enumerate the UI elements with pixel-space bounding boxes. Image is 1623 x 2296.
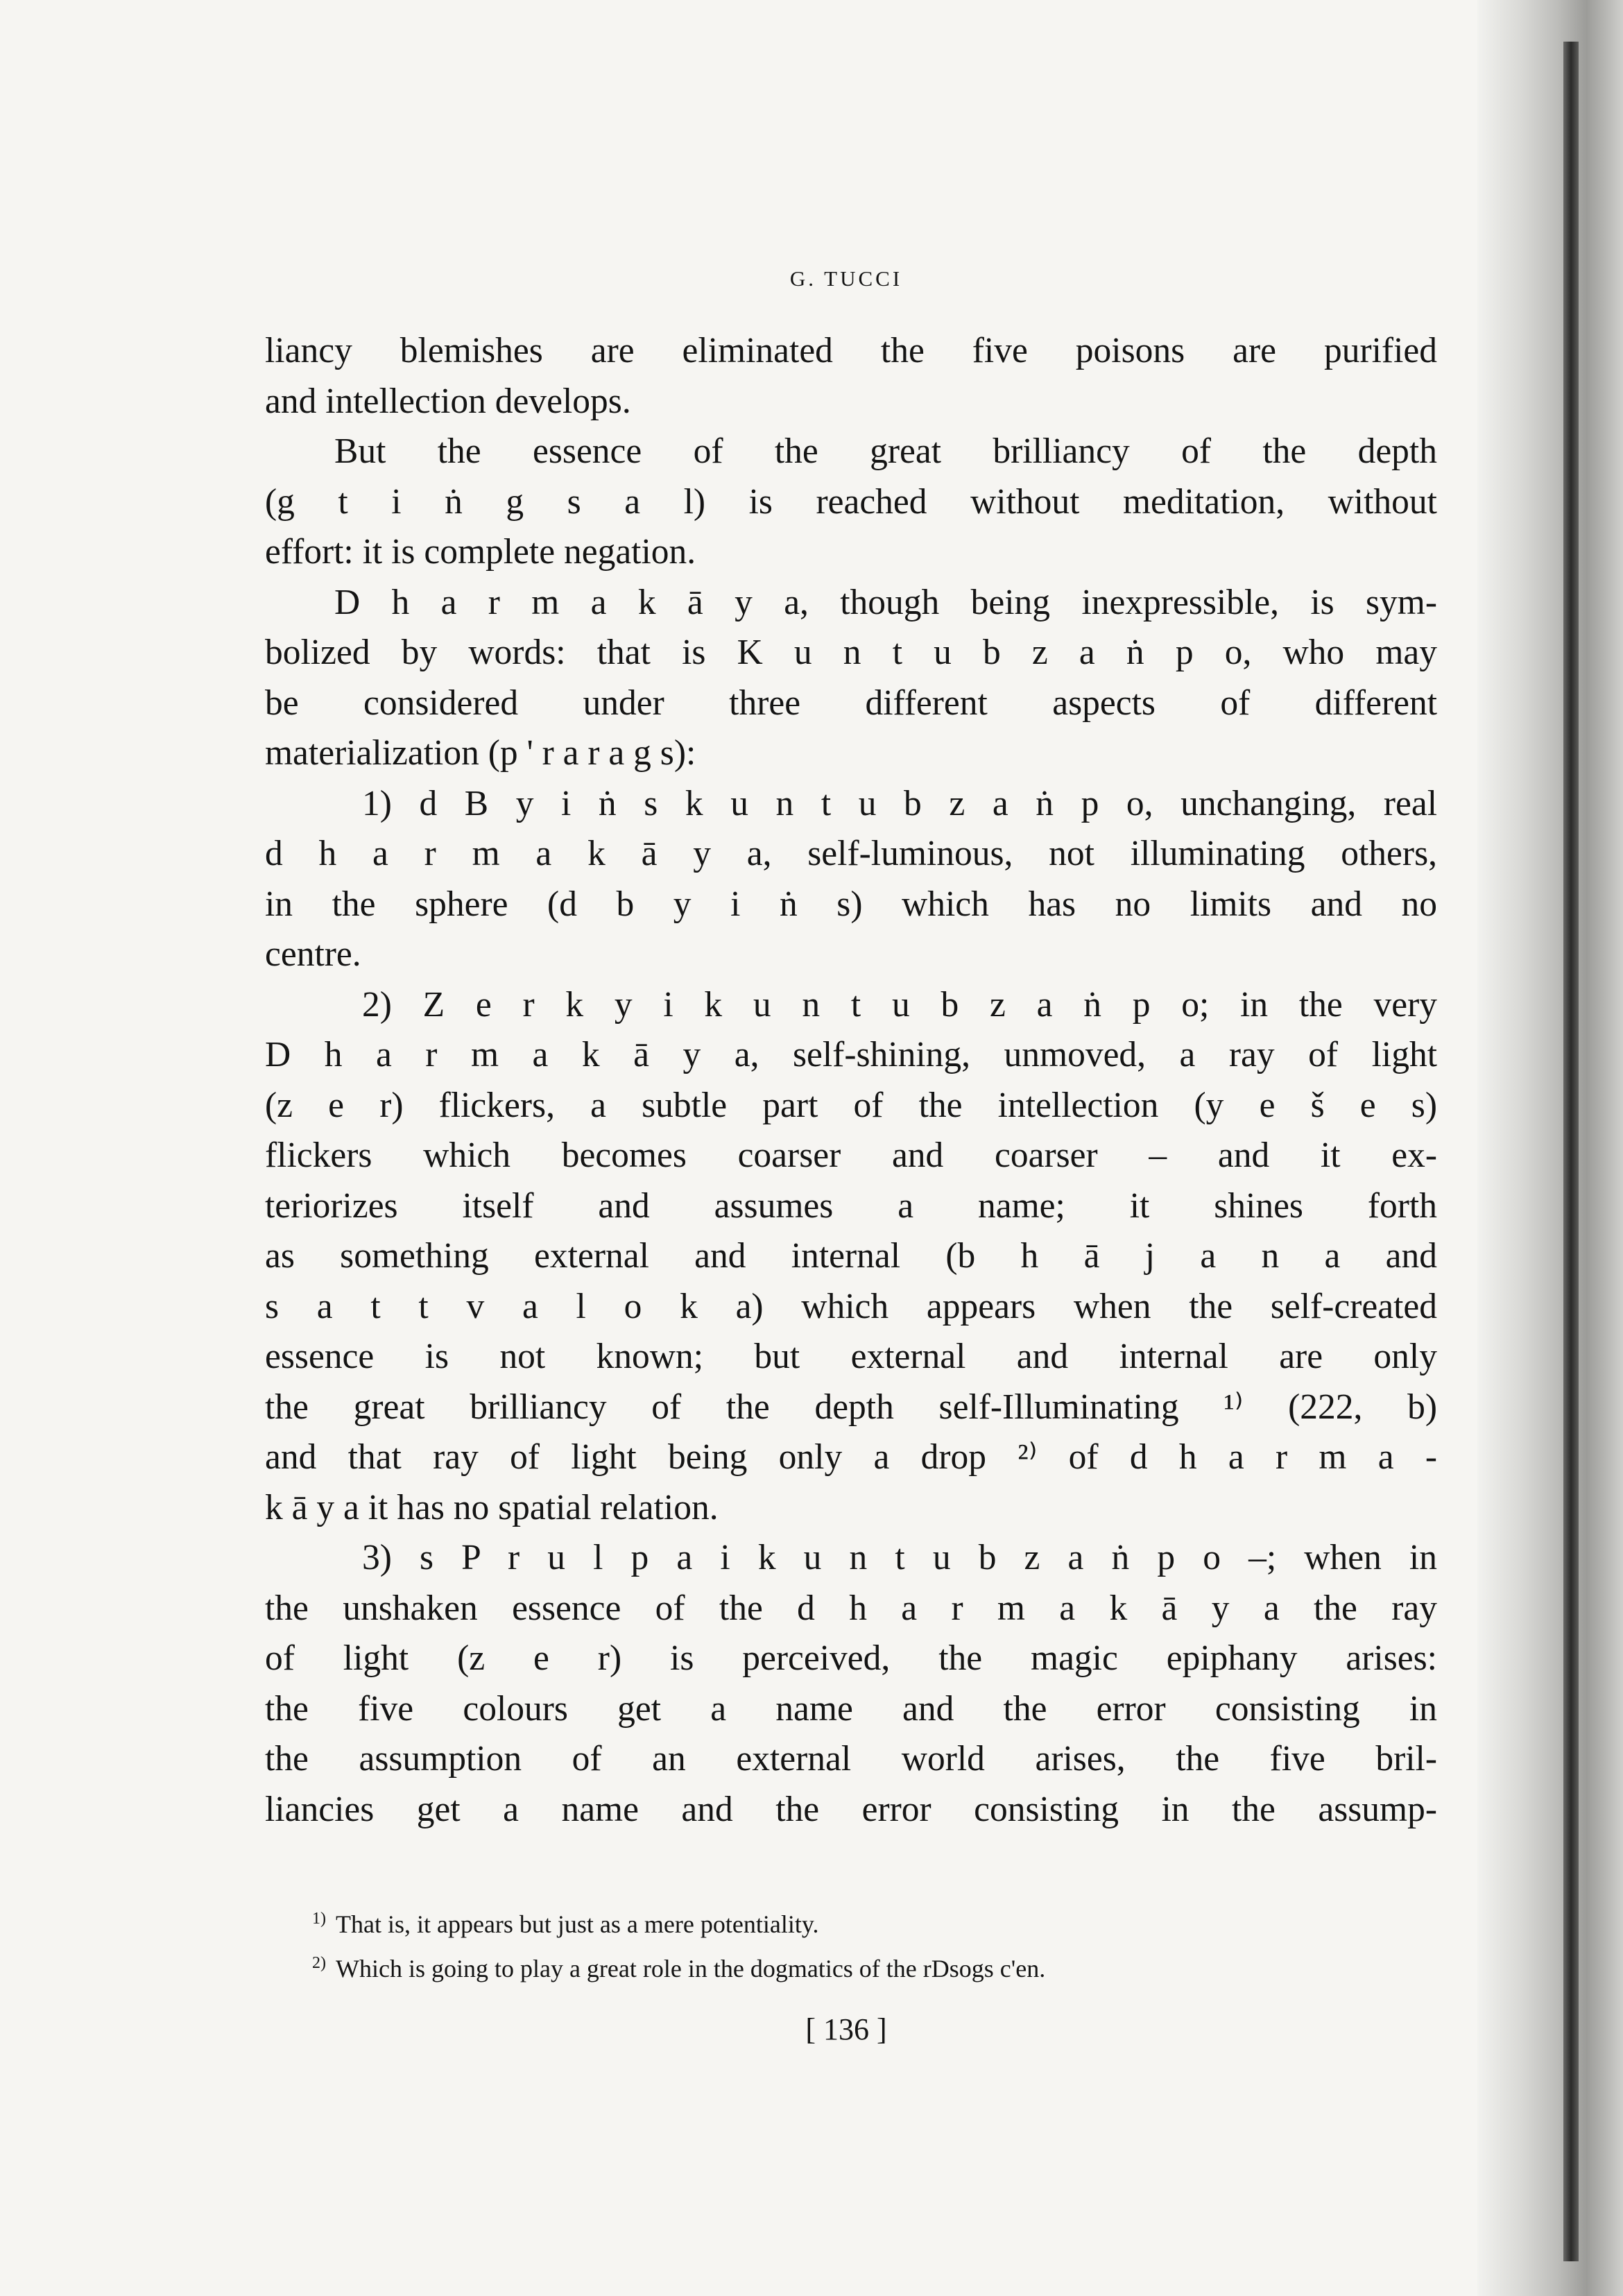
book-gutter-shadow <box>1477 0 1623 2296</box>
text-line: s a t t v a l o k a) which appears when the self-created <box>265 1286 1437 1326</box>
text-line: D h a r m a k ā y a, though being inexpressible, is sym- <box>334 582 1437 622</box>
text-line: centre. <box>265 934 361 974</box>
text-line: the assumption of an external world arises, the five bril- <box>265 1739 1437 1779</box>
text-line: in the sphere (d b y i ṅ s) which has no limits and no <box>265 884 1437 924</box>
text-line: effort: it is complete negation. <box>265 532 696 572</box>
text-line: be considered under three different aspects of different <box>265 683 1437 723</box>
text-line: flickers which becomes coarser and coarser – and it ex- <box>265 1136 1437 1175</box>
footnote-text: Which is going to play a great role in the dogmatics of the rDsogs c'en. <box>336 1955 1046 1982</box>
text-line: of light (z e r) is perceived, the magic epiphany arises: <box>265 1638 1437 1678</box>
text-line: D h a r m a k ā y a, self-shining, unmoved, a ray of light <box>265 1035 1437 1074</box>
text-line: materialization (p ' r a r a g s): <box>265 733 696 773</box>
text-line: bolized by words: that is K u n t u b z a ṅ p o, who may <box>265 633 1437 672</box>
text-line: (g t i ṅ g s a l) is reached without meditation, without <box>265 481 1437 522</box>
text-line: teriorizes itself and assumes a name; it shines forth <box>265 1185 1437 1226</box>
text-line: 3) s P r u l p a i k u n t u b z a ṅ p o –; when in <box>362 1538 1437 1577</box>
text-line: the five colours get a name and the error consisting in <box>265 1688 1437 1729</box>
text-line: liancies get a name and the error consisting in the assump- <box>265 1789 1437 1829</box>
page-number: [ 136 ] <box>805 2012 887 2046</box>
body-text <box>265 326 1437 1835</box>
text-line: d h a r m a k ā y a, self-luminous, not illuminating others, <box>265 834 1437 873</box>
text-line: liancy blemishes are eliminated the five poisons are purified <box>265 331 1437 370</box>
text-line: and that ray of light being only a drop ²⁾ of d h a r m a - <box>265 1437 1437 1477</box>
text-line: But the essence of the great brilliancy of the depth <box>334 431 1437 471</box>
text-line: 1) d B y i ṅ s k u n t u b z a ṅ p o, unchanging, real <box>362 783 1437 823</box>
page-edge <box>1563 42 1579 2261</box>
footnote-1 <box>312 1899 1415 1944</box>
text-line: (z e r) flickers, a subtle part of the intellection (y e š e s) <box>265 1085 1437 1125</box>
text-line: the unshaken essence of the d h a r m a k ā y a the ray <box>265 1588 1437 1628</box>
text-line: and intellection develops. <box>265 381 631 421</box>
text-line: essence is not known; but external and internal are only <box>265 1337 1437 1376</box>
footnote-2 <box>312 1944 1415 1988</box>
footnote-mark: 2) <box>312 1954 326 1972</box>
footnote-mark: 1) <box>312 1910 326 1928</box>
text-line: the great brilliancy of the depth self-Illuminating ¹⁾ (222, b) <box>265 1387 1437 1427</box>
footnote-text: That is, it appears but just as a mere potentiality. <box>336 1910 819 1938</box>
text-line: k ā y a it has no spatial relation. <box>265 1487 719 1527</box>
footnotes <box>312 1899 1415 1988</box>
running-head: G. TUCCI <box>789 266 903 291</box>
text-line: as something external and internal (b h ā j a n a and <box>265 1236 1437 1276</box>
text-line: 2) Z e r k y i k u n t u b z a ṅ p o; in the very <box>362 984 1437 1025</box>
